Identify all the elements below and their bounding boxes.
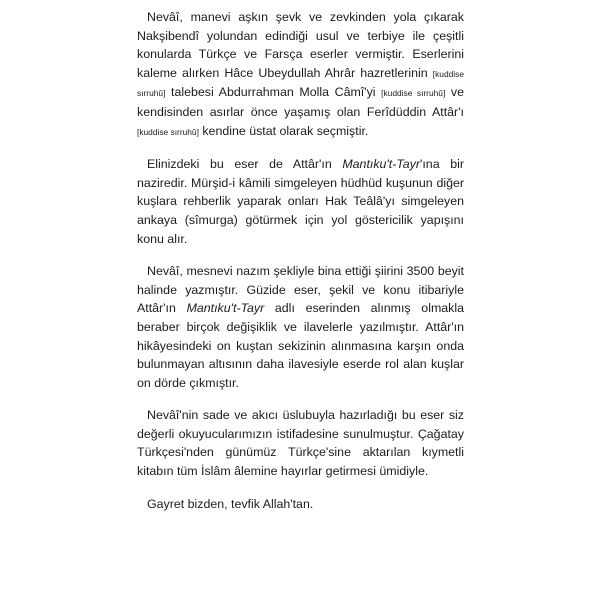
honorific-note: [kuddise sırruhû]: [137, 126, 199, 137]
text-run: Gayret bizden, tevfik Allah'tan.: [147, 496, 314, 511]
text-run: Nevâî, mesnevi nazım şekliyle bina ettiği şiirini 3500 beyit halinde yazmıştır. Güzide eser, şekil ve konu itibariyle Attâr'ın: [137, 264, 464, 316]
text-run: ve kendisinden asırlar önce yaşamış olan Ferîdüddin Attâr'ı: [137, 85, 464, 119]
paragraph-5: [137, 495, 464, 514]
paragraph-1: [137, 8, 464, 141]
book-title: Mantıku't-Tayr: [342, 157, 420, 172]
book-title: Mantıku't-Tayr: [186, 301, 265, 316]
text-run: Elinizdeki bu eser de Attâr'ın: [147, 157, 343, 172]
body-text: [137, 8, 464, 527]
text-run: kendine üstat olarak seçmiştir.: [198, 123, 369, 138]
text-run: adlı eserinden alınmış olmakla beraber birçok değişiklik ve ilavelerle yazılmıştır. Attâr'ın hikâyesindeki on kuştan sekizinin alınmasına karşın onda bulunmayan altısının daha ilavesiyle eserde rol alan kuşlar on dörde çıkmıştır.: [137, 301, 464, 390]
text-run: Nevâî'nin sade ve akıcı üslubuyla hazırladığı bu eser siz değerli okuyucularımızın istifadesine sunulmuştur. Çağatay Türkçesi'nden günümüz Türkçe'sine aktarılan kıymetli kitabın tüm İslâm âlemine hayırlar getirmesi ümidiyle.: [137, 408, 464, 479]
paragraph-4: [137, 406, 464, 480]
text-run: talebesi Abdurrahman Molla Câmî'yi: [165, 85, 382, 100]
paragraph-3: [137, 262, 464, 392]
text-run: Nevâî, manevi aşkın şevk ve zevkinden yola çıkarak Nakşibendî yolundan edindiği usul ve terbiye ile çeşitli konularda Türkçe ve Farsça eserler vermiştir. Eserlerini kaleme alırken Hâce Ubeydullah Ahrâr hazretlerinin: [137, 10, 464, 80]
text-run: 'ına bir naziredir. Mürşid-i kâmili simgeleyen hüdhüd kuşunun diğer kuşlara rehberlik yaparak onları Hak Teâlâ'yı simgeleyen ankaya (sîmurga) götürmek için yol göstericilik yapışını konu alır.: [137, 157, 464, 246]
honorific-note: [kuddise sırruhû]: [137, 68, 464, 99]
honorific-note: [kuddise sırruhû]: [381, 88, 446, 99]
paragraph-2: [137, 155, 464, 248]
